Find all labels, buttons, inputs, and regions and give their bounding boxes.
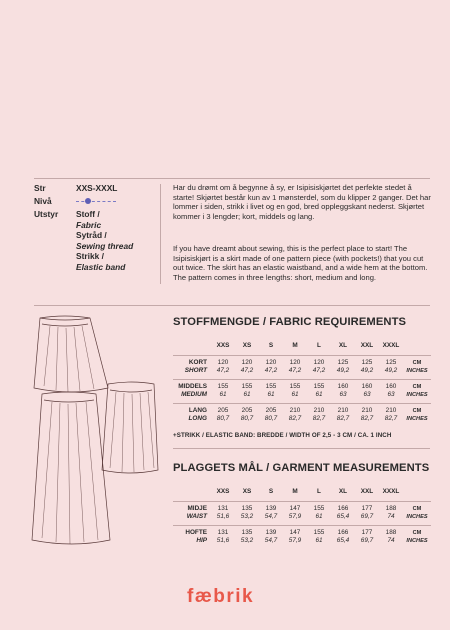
size-header: XS <box>242 487 252 495</box>
size-header: S <box>268 487 274 495</box>
fabric-requirements-title: STOFFMENGDE / FABRIC REQUIREMENTS <box>173 316 407 328</box>
size-header: XXS <box>216 341 230 349</box>
top-divider <box>34 178 430 179</box>
supply-item: Sewing thread <box>76 240 134 251</box>
size-header: XS <box>242 341 252 349</box>
table-row: MIDJE WAIST 131 51,6 135 53,2 139 54,7 147 57,9 155 61 166 65,4 177 69,7 188 74 CM INCHES <box>173 501 431 525</box>
supply-item: Sytråd / <box>76 230 107 241</box>
table-row: KORT SHORT 120 47,2 120 47,2 120 47,2 120 47,2 120 47,2 125 49,2 125 49,2 125 49,2 CM INCHES <box>173 355 431 379</box>
supply-item: Stoff / <box>76 209 100 219</box>
level-label: Nivå <box>34 196 52 206</box>
garment-divider <box>173 448 430 449</box>
supply-item: Strikk / <box>76 251 104 262</box>
size-value: XXS-XXXL <box>76 183 118 193</box>
table-row: MIDDELS MEDIUM 155 61 155 61 155 61 155 61 155 61 160 63 160 63 160 63 CM INCHES <box>173 379 431 403</box>
middle-divider <box>34 305 430 306</box>
info-divider <box>160 184 161 284</box>
elastic-band-note: +STRIKK / ELASTIC BAND: BREDDE / WIDTH OF 2,5 - 3 CM / CA. 1 INCH <box>173 432 392 439</box>
size-header: L <box>317 487 321 495</box>
skirt-illustrations <box>30 310 160 550</box>
level-indicator-line <box>76 201 116 202</box>
size-header: XXL <box>360 341 374 349</box>
size-header: XXS <box>216 487 230 495</box>
size-header: M <box>292 487 298 495</box>
size-label: Str <box>34 183 46 193</box>
table-row: LANG LONG 205 80,7 205 80,7 205 80,7 210 82,7 210 82,7 210 82,7 210 82,7 210 82,7 CM INCHES <box>173 403 431 427</box>
fabrik-logo: fæbrik <box>187 586 255 607</box>
description-english: If you have dreamt about sewing, this is the perfect place to start! The Isipisiskjørt is a skirt made of one pattern piece (with pockets!) that you cut out twice. The skirt has an elastic waistband, and a wide hem at the bottom. The pattern comes in three lengths: short, medium and long. <box>173 244 428 283</box>
supplies-list <box>76 209 133 273</box>
size-header: XL <box>338 341 348 349</box>
supply-item: Fabric <box>76 219 102 230</box>
size-header: XXL <box>360 487 374 495</box>
size-header: XL <box>338 487 348 495</box>
size-header: XXXL <box>382 487 400 495</box>
size-header: L <box>317 341 321 349</box>
fabric-requirements-table <box>173 337 431 427</box>
garment-measurements-title: PLAGGETS MÅL / GARMENT MEASUREMENTS <box>173 462 430 474</box>
description-norwegian: Har du drømt om å begynne å sy, er Isipisiskjørtet det perfekte stedet å starte! Skjørtet består kun av 1 mønsterdel, som du klipper 2 ganger. Det har lommer i siden, strikk i livet og en god, bred oppleggskant nederst. Skjørtet kommer i 3 lengder; kort, middels og lang. <box>173 183 431 222</box>
size-header: M <box>292 341 298 349</box>
supplies-label: Utstyr <box>34 209 59 219</box>
level-indicator-dot <box>85 198 91 204</box>
garment-measurements-table <box>173 483 431 549</box>
size-header: S <box>268 341 274 349</box>
supply-item: Elastic band <box>76 261 126 272</box>
size-header: XXXL <box>382 341 400 349</box>
table-row: HOFTE HIP 131 51,6 135 53,2 139 54,7 147 57,9 155 61 166 65,4 177 69,7 188 74 CM INCHES <box>173 525 431 549</box>
